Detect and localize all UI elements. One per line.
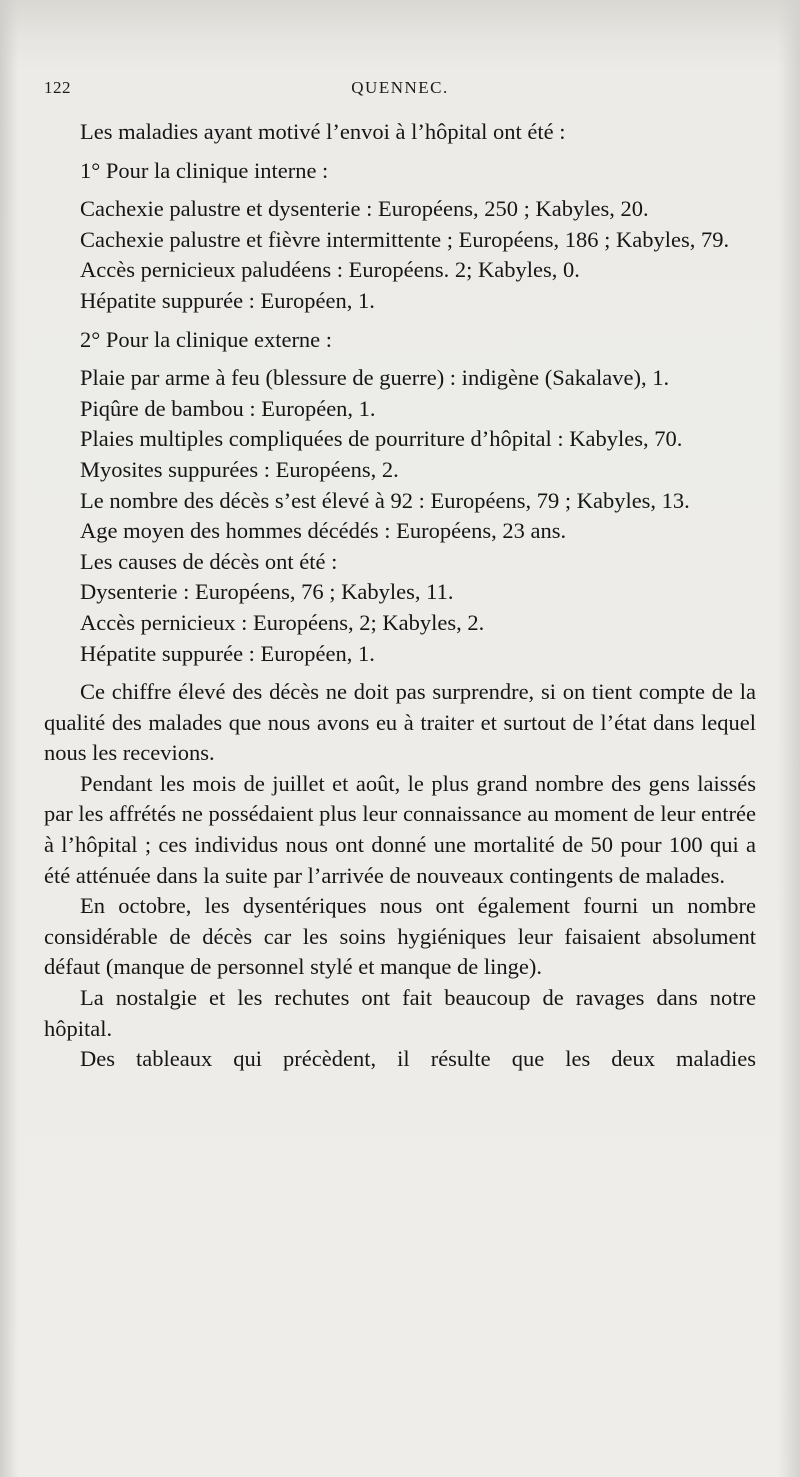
cause-item: Hépatite suppurée : Européen, 1. (80, 640, 375, 666)
cause-item: Accès pernicieux : Européens, 2; Kabyles, 2. (80, 609, 485, 635)
page-shadow-right (778, 0, 800, 1477)
intro-line: Les maladies ayant motivé l’envoi à l’hôpital ont été : (80, 119, 566, 144)
section-heading-external: 2° Pour la clinique externe : (80, 326, 333, 352)
internal-item: Accès pernicieux paludéens : Européens. 2; Kabyles, 0. (80, 257, 580, 283)
external-item: Piqûre de bambou : Européen, 1. (80, 395, 376, 421)
cause-item: Dysenterie : Européens, 76 ; Kabyles, 11. (80, 579, 454, 605)
external-item: Plaies multiples compliquées de pourriture d’hôpital : Kabyles, 70. (80, 426, 683, 452)
paragraph: Ce chiffre élevé des décès ne doit pas surprendre, si on tient compte de la qualité des malades que nous avons eu à traiter et surtout de l’état dans lequel nous les recevions. (44, 679, 756, 766)
section-heading-internal: 1° Pour la clinique interne : (80, 157, 329, 183)
running-head-author: QUENNEC. (351, 78, 449, 97)
internal-item: Hépatite suppurée : Européen, 1. (80, 287, 375, 313)
page-number: 122 (44, 78, 71, 97)
paragraph: Des tableaux qui précèdent, il résulte que les deux maladies (80, 1046, 756, 1072)
running-head (44, 78, 756, 104)
external-item: Plaie par arme à feu (blessure de guerre) : indigène (Sakalave), 1. (80, 365, 670, 391)
causes-heading: Les causes de décès ont été : (80, 548, 338, 574)
page-shadow-left (0, 0, 18, 1477)
paragraph: En octobre, les dysentériques nous ont également fourni un nombre considérable de décès car les soins hygiéniques leur faisaient absolument défaut (manque de personnel stylé et manque de linge). (44, 893, 756, 980)
deaths-line: Le nombre des décès s’est élevé à 92 : Européens, 79 ; Kabyles, 13. (80, 487, 690, 513)
paragraph: La nostalgie et les rechutes ont fait beaucoup de ravages dans notre hôpital. (44, 985, 756, 1041)
age-line: Age moyen des hommes décédés : Européens, 23 ans. (80, 518, 567, 544)
body-text (44, 117, 756, 1075)
external-item: Myosites suppurées : Européens, 2. (80, 456, 399, 482)
paragraph: Pendant les mois de juillet et août, le plus grand nombre des gens laissés par les affrétés ne possédaient plus leur connaissance au moment de leur entrée à l’hôpital ; ces individus nous ont donné une mortalité de 50 pour 100 qui a été atténuée dans la suite par l’arrivée de nouveaux contingents de malades. (44, 770, 756, 888)
internal-item: Cachexie palustre et fièvre intermittente ; Européens, 186 ; Kabyles, 79. (80, 226, 730, 252)
internal-item: Cachexie palustre et dysenterie : Européens, 250 ; Kabyles, 20. (80, 196, 649, 222)
